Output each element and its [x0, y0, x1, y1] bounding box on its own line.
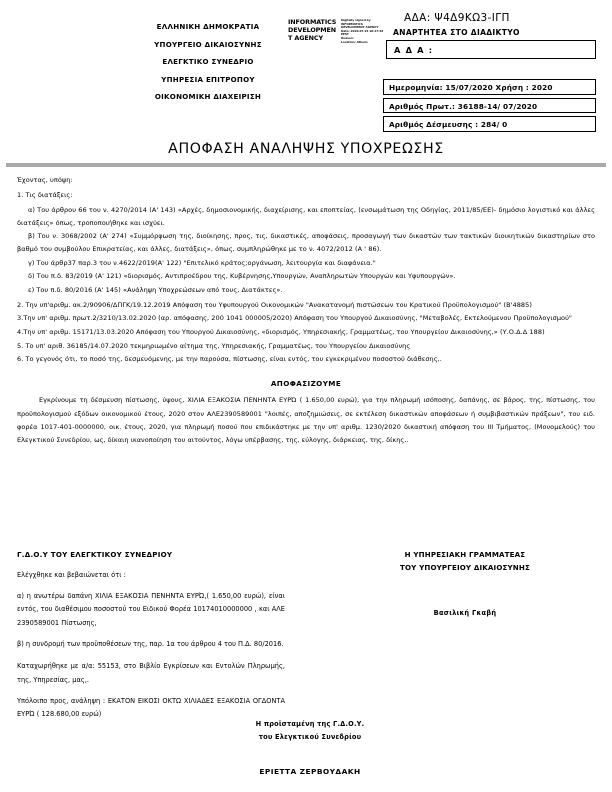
- organization-line-4: ΥΠΗΡΕΣΙΑ ΕΠΙΤΡΟΠΟΥ: [161, 74, 255, 84]
- digital-signature-stamp: [341, 19, 383, 44]
- decision-heading: ΑΠΟΦΑΣΙΖΟΥΜΕ: [270, 378, 342, 388]
- signature-line-3: DEVELOPMENT AGENCY: [341, 26, 379, 30]
- document-header: [0, 0, 612, 130]
- item-6: 6. Το γεγονός ότι, το ποσό της, δεσμευόμενης, με την παρούσα, πίστωσης, είναι εντός, του εγκεκριμένου ποσοστού διάθεσης,.: [17, 355, 442, 364]
- organization-line-1: ΕΛΛΗΝΙΚΗ ΔΗΜΟΚΡΑΤΙΑ: [156, 22, 260, 31]
- bottom-signature-block: [150, 718, 470, 776]
- item-3: 3.Την υπ' αριθμ. πρωτ.2/3210/13.02.2020 (αρ. απόφασης, 200 1041 000005/2020) Απόφαση του Υπουργού Δικαιοσύνης, "Μεταβολές, Εκτελούμενου Προϋπολογισμού": [17, 314, 572, 323]
- registration-line: Καταχωρήθηκε με α/α: 55153, στο Βιβλίο Εγκρίσεων και Εντολών Πληρωμής, της, Υπηρεσίας, μας,.: [17, 662, 285, 684]
- informatics-development-agency-logo: [288, 18, 340, 43]
- info-box-commitment-number: Αριθμός Δέσμευσης : 284/ 0: [383, 116, 596, 132]
- ida-logo-line-1: INFORMATICS: [288, 18, 337, 26]
- clause-d: δ) Του π.δ. 83/2019 (Α' 121) «διορισμός, Αντιπροέδρου της, Κυβέρνησης,Υπουργών, Αναπληρωτών Υπουργών και Υφυπουργών».: [28, 272, 456, 281]
- organization-block: [128, 18, 288, 106]
- secretary-role-line-1: Η ΥΠΗΡΕΣΙΑΚΗ ΓΡΑΜΜΑΤΕΑΣ: [404, 550, 526, 559]
- gdoy-head-name: ΕΡΙΕΤΤΑ ΖΕΡΒΟΥΔΑΚΗ: [259, 767, 361, 776]
- ida-logo-line-3: T AGENCY: [288, 34, 324, 43]
- ada-empty-box: Α Δ Α :: [386, 40, 596, 59]
- remaining-balance-line: Υπόλοιπο προς, ανάληψη : ΕΚΑΤΟΝ ΕΙΚΟΣΙ ΟΚΤΩ ΧΙΛΙΑΔΕΣ ΕΞΑΚΟΣΙΑ ΟΓΔΟΝΤΑ ΕΥΡΏ ( 128.680,00 ευρώ): [17, 696, 285, 718]
- item-4: 4.Την υπ' αριθμ. 15171/13.03.2020 Απόφαση του Υπουργού Δικαιοσύνης, «διορισμός, Υπηρεσιακής, Γραμματέως, του Υπουργείου Δικαιοσύνης,» (Υ.Ο.Δ.Δ 188): [17, 328, 545, 337]
- organization-line-5: ΟΙΚΟΝΟΜΙΚΗ ΔΙΑΧΕΙΡΙΣΗ: [154, 92, 262, 101]
- info-box-date: Ημερομηνία: 15/07/2020 Χρήση : 2020: [383, 79, 596, 95]
- document-info-boxes: [383, 79, 596, 135]
- title-divider: [6, 163, 606, 167]
- secretary-role-line-2: ΤΟΥ ΥΠΟΥΡΓΕΙΟΥ ΔΙΚΑΙΟΣΥΝΗΣ: [400, 563, 530, 572]
- verification-item-b: β) η συνδρομή των προϋποθέσεων της, παρ. 1α του άρθρου 4 του Π.Δ. 80/2016.: [17, 639, 284, 648]
- item-2: 2. Την υπ'αριθμ. ακ.2/90906/ΔΠΓΚ/19.12.2019 Απόφαση του Υφυπουργού Οικονομικών "Ανακατανομή πιστώσεων του Κρατικού Προϋπολογισμού" (Β'4885): [17, 300, 532, 309]
- clause-c: γ) Του άρθρ37 παρ.3 του ν.4622/2019(Α' 122) "Επιτελικό κράτος;οργάνωση, λειτουργία και διαφάνεια.": [28, 258, 376, 267]
- item-1-provisions: 1. Τις διατάξεις:: [17, 191, 73, 200]
- organization-line-2: ΥΠΟΥΡΓΕΙΟ ΔΙΚΑΙΟΣΥΝΗΣ: [154, 39, 262, 49]
- verification-line: Ελέγχθηκε και βεβαιώνεται ότι :: [17, 570, 126, 579]
- clause-a: α) Του άρθρου 66 του ν. 4270/2014 (Α' 143) «Αρχές, δημοσιονομικής, διαχείρισης, και εποπτείας, (ενσωμάτωση της Οδηγίας, 2011/85/ΕΕ)- δημόσιο λογιστικό και άλλες διατάξεις» όπως, τροποποιήθηκε και ισχύει.: [17, 206, 595, 227]
- right-column-secretary: [335, 548, 595, 617]
- item-5: 5. Το υπ' αριθ. 36185/14.07.2020 τεκμηριωμένο αίτημα της, Υπηρεσιακής, Γραμματέως, του Υπουργείου Δικαιοσύνης: [17, 341, 411, 350]
- signature-line-5: EEST: [341, 33, 349, 37]
- signature-line-7: Location: Athens: [341, 40, 368, 44]
- anartitea-notice: ΑΝΑΡΤΗΤΕΑ ΣΤΟ ΔΙΑΔΙΚΤΥΟ: [393, 28, 520, 37]
- signature-line-1: Digitally signed by: [341, 19, 371, 22]
- having-regard-line: Έχοντας, υπόψη:: [17, 176, 73, 184]
- gdoy-head-role-line-1: Η προϊσταμένη της Γ.Δ.Ο.Υ.: [255, 720, 365, 728]
- decision-text: Εγκρίνουμε τη δέσμευση πίστωσης, ύψους, ΧΙΛΙΑ ΕΞΑΚΟΣΙΑ ΠΕΝΗΝΤΑ ΕΥΡΏ ( 1.650,00 ευρώ), για την πληρωμή ισόποσης, δαπάνης, σε βάρος, της, πίστωσης, του προϋπολογισμού εξόδων οικονομικού έτους, 2020 στον ΑΛΕ2390589001 "λοιπές, αποζημιώσεις, σε εκτέλεση δικαστικών αποφάσεων ή συμβιβαστικών πράξεων", του ειδ. φορέα 1017-401-0000000, οικ. έτους, 2020, για πληρωμή ποσού που επιδικάστηκε με την υπ' αριθμ. 1230/2020 δικαστική απόφαση του ΙΙΙ Τμήματος, (Μονομελούς) του Ελεγκτικού Συνεδρίου, ως, δίκαιη ικανοποίηση του αιτούντος, λόγω υπέρβασης, της, εύλογης, διάρκειας, της, δίκης,.: [17, 396, 595, 444]
- ada-code: ΑΔΑ: Ψ4Δ9ΚΩ3-ΙΓΠ: [404, 12, 510, 24]
- document-body: [17, 174, 595, 454]
- info-box-protocol-number: Αριθμός Πρωτ.: 36188-14/ 07/2020: [383, 98, 596, 114]
- signature-line-4: Date: 2020.07.15 10:17:48: [341, 29, 383, 33]
- signature-line-2: INFORMATICS: [341, 22, 363, 26]
- secretary-signer-name: Βασιλική Γκαβή: [433, 609, 497, 617]
- organization-line-3: ΕΛΕΓΚΤΙΚΟ ΣΥΝΕΔΡΙΟ: [162, 57, 254, 66]
- gdoy-head-role-line-2: του Ελεγκτικού Συνεδρίου: [258, 732, 362, 741]
- clause-b: β) Του ν. 3068/2002 (Α' 274) «Συμμόρφωση της, διοίκησης, προς, τις, δικαστικές, αποφάσεις, προσαγωγή των δικαστών των τακτικών διοικητικών δικαστηρίων στο βαθμό του συμβούλου Επικρατείας, και άλλες, διατάξεις», όπως, συμπληρώθηκε με το ν. 4072/2012 (Α ' 86).: [17, 232, 595, 253]
- left-column-gdoy: [17, 548, 285, 722]
- page-title: ΑΠΟΦΑΣΗ ΑΝΑΛΗΨΗΣ ΥΠΟΧΡΕΩΣΗΣ: [168, 141, 444, 157]
- verification-item-a: α) η ανωτέρω δαπάνη ΧΙΛΙΑ ΕΞΑΚΟΣΙΑ ΠΕΝΗΝΤΑ ΕΥΡΏ,( 1.650,00 ευρώ), είναι εντός, του διαθέσιμου ποσοστού του Ειδικού Φορέα 10174010000000 , και ΑΛΕ 2390589001 Πίστωσης,: [17, 591, 285, 627]
- signature-line-6: Reason:: [341, 36, 354, 40]
- clause-e: ε) Του π.δ. 80/2016 (Α' 145) «Ανάληψη Υποχρεώσεων από τους, Διατάκτες».: [28, 285, 283, 294]
- ida-logo-line-2: DEVELOPMEN: [288, 26, 337, 35]
- gdoy-heading: Γ.Δ.Ο.Υ ΤΟΥ ΕΛΕΓΚΤΙΚΟΥ ΣΥΝΕΔΡΙΟΥ: [17, 550, 173, 559]
